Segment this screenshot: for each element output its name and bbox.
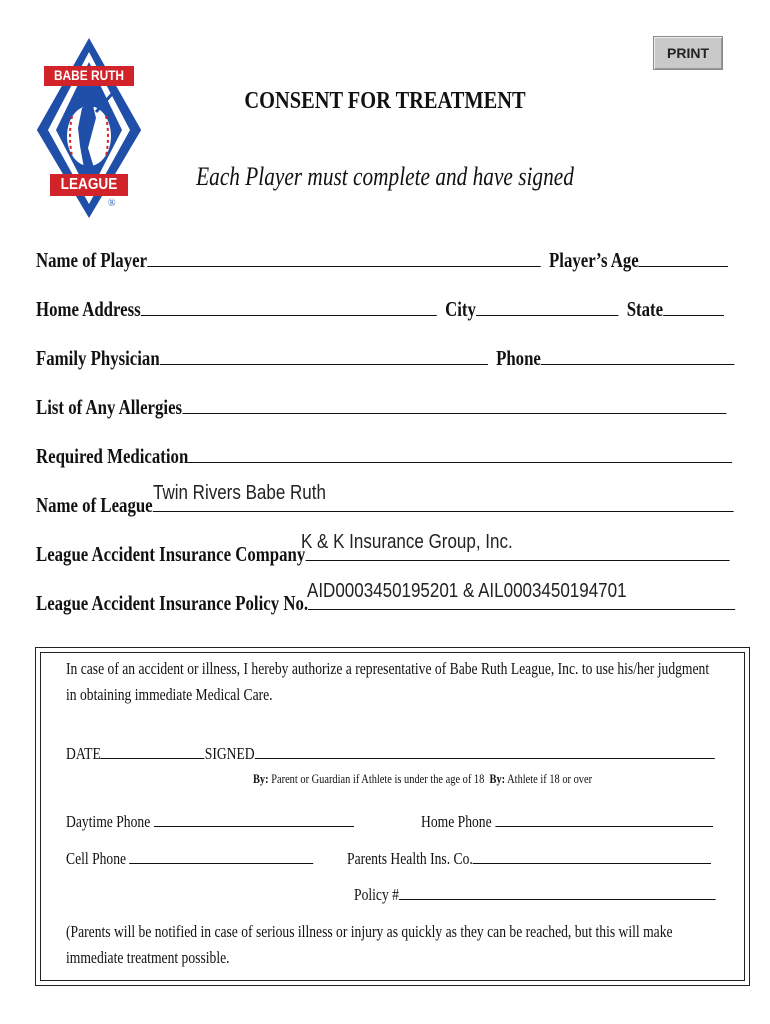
medication-field[interactable]	[188, 461, 732, 463]
state-label: State	[626, 297, 664, 321]
home-phone-field[interactable]	[495, 825, 713, 827]
consent-statement-line1: In case of an accident or illness, I hereby authorize a representative of Babe Ruth League, Inc. to use his/her judgment	[66, 659, 710, 678]
parents-ins-row	[347, 849, 711, 869]
insurance-company-value[interactable]: K & K Insurance Group, Inc.	[301, 531, 513, 553]
city-label: City	[445, 297, 476, 321]
phone-field[interactable]	[541, 363, 735, 365]
daytime-phone-label: Daytime Phone	[66, 812, 151, 831]
league-name-value[interactable]: Twin Rivers Babe Ruth	[153, 482, 326, 504]
players-age-field[interactable]	[639, 265, 729, 267]
date-label: DATE	[66, 744, 101, 763]
consent-statement-line2: in obtaining immediate Medical Care.	[66, 685, 273, 704]
allergies-label: List of Any Allergies	[36, 395, 183, 419]
note-line1: (Parents will be notified in case of serious illness or injury as quickly as they can be reached, but this will make	[66, 922, 673, 941]
medication-label: Required Medication	[36, 444, 189, 468]
state-field[interactable]	[663, 314, 724, 316]
home-phone-row	[421, 812, 713, 832]
signed-label: SIGNED	[204, 744, 255, 763]
print-button[interactable]: PRINT	[653, 36, 723, 70]
cell-phone-field[interactable]	[129, 862, 313, 864]
babe-ruth-league-logo	[34, 38, 144, 220]
league-name-field[interactable]	[153, 510, 734, 512]
row-league	[36, 493, 733, 518]
city-field[interactable]	[476, 314, 618, 316]
home-phone-label: Home Phone	[421, 812, 492, 831]
page-subtitle: Each Player must complete and have signed	[196, 162, 574, 191]
row-allergies	[36, 395, 726, 420]
family-physician-field[interactable]	[160, 363, 488, 365]
policy-no-value[interactable]: AID0003450195201 & AIL0003450194701	[307, 580, 627, 602]
row-player	[36, 248, 728, 273]
daytime-phone-field[interactable]	[154, 825, 354, 827]
policy-field[interactable]	[399, 898, 716, 900]
row-physician	[36, 346, 734, 371]
signer-note	[253, 771, 592, 787]
parents-ins-field[interactable]	[473, 862, 711, 864]
row-medication	[36, 444, 732, 469]
players-age-label: Player’s Age	[549, 248, 639, 272]
page-title: CONSENT FOR TREATMENT	[244, 88, 526, 114]
allergies-field[interactable]	[182, 412, 726, 414]
home-address-field[interactable]	[141, 314, 437, 316]
policy-row	[354, 885, 716, 905]
cell-phone-label: Cell Phone	[66, 849, 127, 868]
phone-label: Phone	[496, 346, 541, 370]
policy-no-field[interactable]	[308, 608, 735, 610]
date-field[interactable]	[101, 757, 205, 759]
cell-phone-row	[66, 849, 313, 869]
name-of-player-label: Name of Player	[36, 248, 148, 272]
by-text-1: Parent or Guardian if Athlete is under the age of 18	[271, 771, 485, 786]
by-label-2: By:	[489, 771, 506, 786]
insurance-company-field[interactable]	[305, 559, 729, 561]
by-text-2: Athlete if 18 or over	[507, 771, 593, 786]
family-physician-label: Family Physician	[36, 346, 160, 370]
signature-field[interactable]	[255, 757, 715, 759]
row-address	[36, 297, 724, 322]
league-name-label: Name of League	[36, 493, 153, 517]
name-of-player-field[interactable]	[147, 265, 541, 267]
insurance-company-label: League Accident Insurance Company	[36, 542, 306, 566]
parents-ins-label: Parents Health Ins. Co.	[347, 849, 473, 868]
policy-label: Policy #	[354, 885, 399, 904]
note-line2: immediate treatment possible.	[66, 948, 230, 967]
logo-registered-mark: ®	[108, 198, 116, 209]
home-address-label: Home Address	[36, 297, 141, 321]
by-label-1: By:	[253, 771, 269, 786]
daytime-phone-row	[66, 812, 354, 832]
policy-no-label: League Accident Insurance Policy No.	[36, 591, 309, 615]
date-signed-row	[66, 744, 715, 764]
logo-top-text: BABE RUTH	[53, 67, 125, 83]
logo-bottom-text: LEAGUE	[60, 176, 118, 193]
